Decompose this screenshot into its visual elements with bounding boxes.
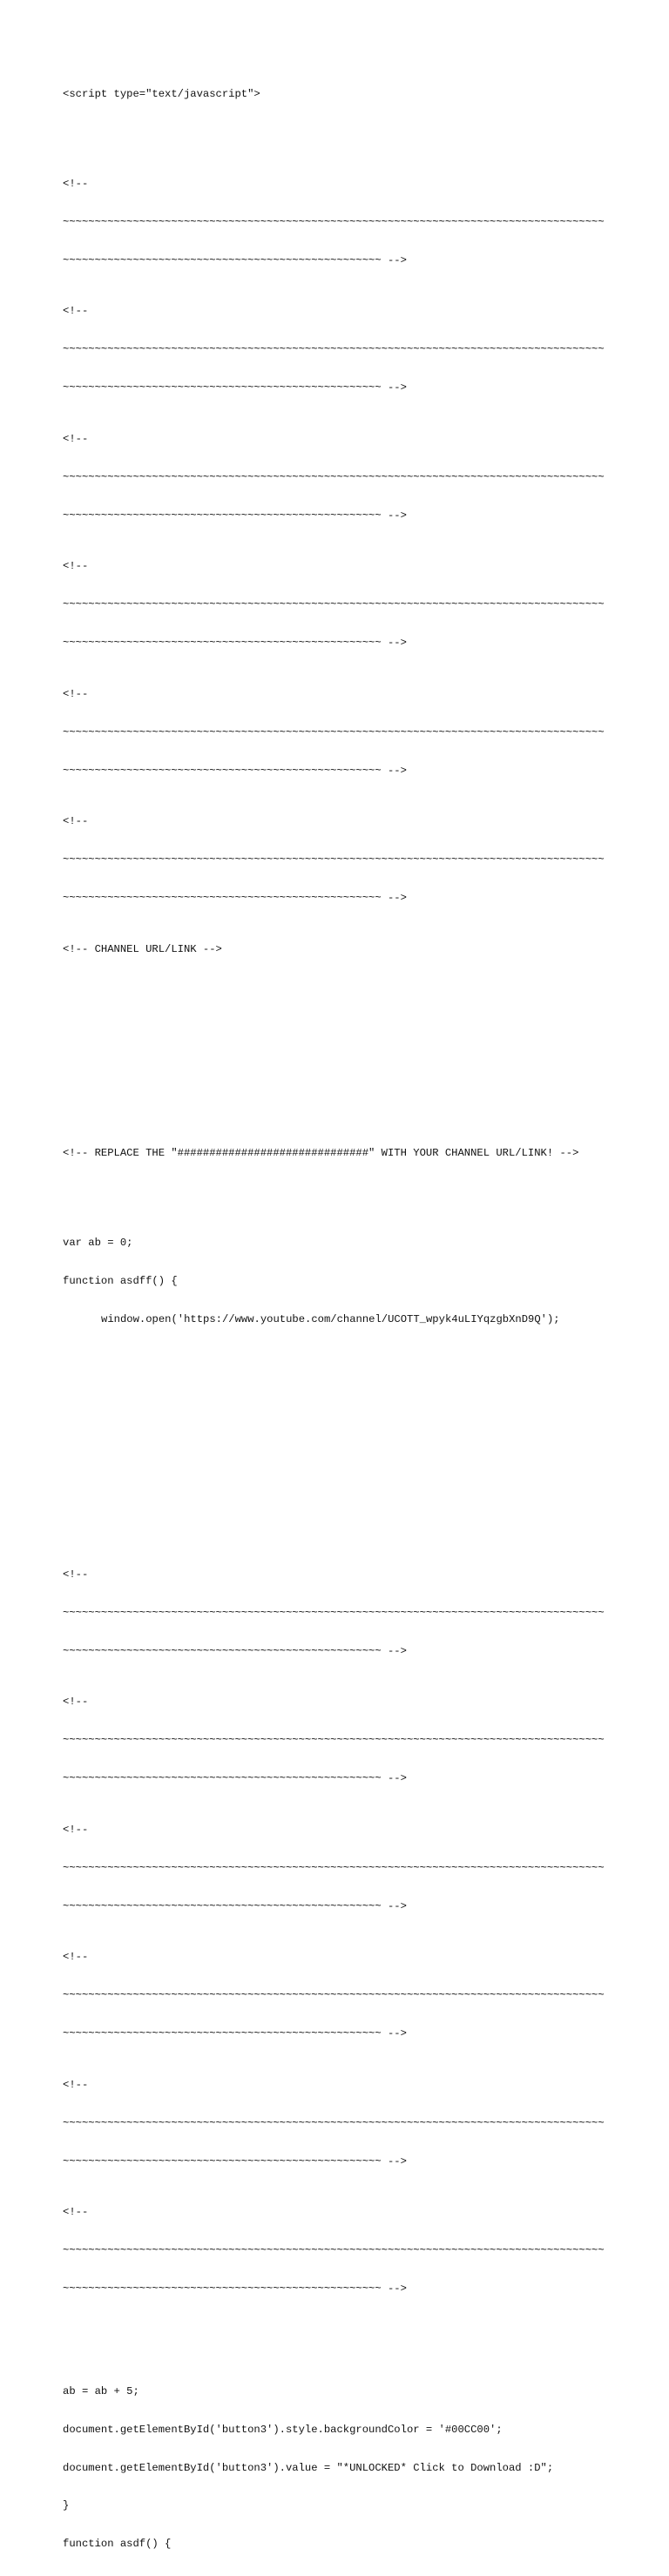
tilde-close-line: ~~~~~~~~~~~~~~~~~~~~~~~~~~~~~~~~~~~~~~~~~~~~~~~~~~ --> xyxy=(63,892,407,905)
comment-open-line: <!-- xyxy=(63,687,89,700)
tilde-close-line: ~~~~~~~~~~~~~~~~~~~~~~~~~~~~~~~~~~~~~~~~~~~~~~~~~~ --> xyxy=(63,637,407,650)
blank-line xyxy=(63,1517,638,1530)
replace-comment-line: <!-- REPLACE THE "##############################" WITH YOUR CHANNEL URL/LINK! --> xyxy=(63,1147,579,1160)
ab-increment-line: ab = ab + 5; xyxy=(63,2384,139,2397)
blank-line xyxy=(63,126,638,139)
tilde-line: ~~~~~~~~~~~~~~~~~~~~~~~~~~~~~~~~~~~~~~~~~~~~~~~~~~~~~~~~~~~~~~~~~~~~~~~~~~~~~~~~~~~~~ xyxy=(63,2116,605,2129)
background-color-line: document.getElementById('button3').style.backgroundColor = '#00CC00'; xyxy=(63,2423,503,2436)
comment-open-line: <!-- xyxy=(63,305,89,318)
tilde-line: ~~~~~~~~~~~~~~~~~~~~~~~~~~~~~~~~~~~~~~~~~~~~~~~~~~~~~~~~~~~~~~~~~~~~~~~~~~~~~~~~~~~~~ xyxy=(63,853,605,867)
comment-open-line: <!-- xyxy=(63,177,89,190)
blank-line xyxy=(63,1058,638,1071)
comment-open-line: <!-- xyxy=(63,1696,89,1709)
tilde-line: ~~~~~~~~~~~~~~~~~~~~~~~~~~~~~~~~~~~~~~~~~~~~~~~~~~~~~~~~~~~~~~~~~~~~~~~~~~~~~~~~~~~~~ xyxy=(63,1989,605,2002)
tilde-line: ~~~~~~~~~~~~~~~~~~~~~~~~~~~~~~~~~~~~~~~~~~~~~~~~~~~~~~~~~~~~~~~~~~~~~~~~~~~~~~~~~~~~~ xyxy=(63,1861,605,1874)
comment-open-line: <!-- xyxy=(63,560,89,573)
comment-open-line: <!-- xyxy=(63,1568,89,1581)
tilde-close-line: ~~~~~~~~~~~~~~~~~~~~~~~~~~~~~~~~~~~~~~~~~~~~~~~~~~ --> xyxy=(63,2155,407,2168)
tilde-close-line: ~~~~~~~~~~~~~~~~~~~~~~~~~~~~~~~~~~~~~~~~~~~~~~~~~~ --> xyxy=(63,509,407,522)
tilde-close-line: ~~~~~~~~~~~~~~~~~~~~~~~~~~~~~~~~~~~~~~~~~~~~~~~~~~ --> xyxy=(63,2283,407,2296)
button-value-line: document.getElementById('button3').value = "*UNLOCKED* Click to Download :D"; xyxy=(63,2461,554,2474)
blank-line xyxy=(63,1440,638,1453)
tilde-close-line: ~~~~~~~~~~~~~~~~~~~~~~~~~~~~~~~~~~~~~~~~~~~~~~~~~~ --> xyxy=(63,764,407,777)
blank-line xyxy=(63,2334,638,2347)
window-open-line: window.open('https://www.youtube.com/channel/UCOTT_wpyk4uLIYqzgbXnD9Q'); xyxy=(101,1312,560,1325)
code-block xyxy=(63,63,638,2576)
blank-line xyxy=(63,1096,638,1109)
tilde-close-line: ~~~~~~~~~~~~~~~~~~~~~~~~~~~~~~~~~~~~~~~~~~~~~~~~~~ --> xyxy=(63,1899,407,1912)
function-asdf-line: function asdf() { xyxy=(63,2538,172,2551)
tilde-line: ~~~~~~~~~~~~~~~~~~~~~~~~~~~~~~~~~~~~~~~~~~~~~~~~~~~~~~~~~~~~~~~~~~~~~~~~~~~~~~~~~~~~~ xyxy=(63,343,605,356)
blank-line xyxy=(63,1479,638,1492)
tilde-line: ~~~~~~~~~~~~~~~~~~~~~~~~~~~~~~~~~~~~~~~~~~~~~~~~~~~~~~~~~~~~~~~~~~~~~~~~~~~~~~~~~~~~~ xyxy=(63,1606,605,1619)
blank-line xyxy=(63,1020,638,1033)
comment-open-line: <!-- xyxy=(63,1951,89,1964)
function-asdff-line: function asdff() { xyxy=(63,1274,178,1287)
tilde-line: ~~~~~~~~~~~~~~~~~~~~~~~~~~~~~~~~~~~~~~~~~~~~~~~~~~~~~~~~~~~~~~~~~~~~~~~~~~~~~~~~~~~~~ xyxy=(63,598,605,611)
tilde-close-line: ~~~~~~~~~~~~~~~~~~~~~~~~~~~~~~~~~~~~~~~~~~~~~~~~~~ --> xyxy=(63,2027,407,2040)
comment-open-line: <!-- xyxy=(63,432,89,445)
var-declaration-line: var ab = 0; xyxy=(63,1236,133,1249)
tilde-line: ~~~~~~~~~~~~~~~~~~~~~~~~~~~~~~~~~~~~~~~~~~~~~~~~~~~~~~~~~~~~~~~~~~~~~~~~~~~~~~~~~~~~~ xyxy=(63,725,605,738)
comment-open-line: <!-- xyxy=(63,815,89,828)
tilde-line: ~~~~~~~~~~~~~~~~~~~~~~~~~~~~~~~~~~~~~~~~~~~~~~~~~~~~~~~~~~~~~~~~~~~~~~~~~~~~~~~~~~~~~ xyxy=(63,215,605,228)
blank-line xyxy=(63,981,638,995)
tilde-close-line: ~~~~~~~~~~~~~~~~~~~~~~~~~~~~~~~~~~~~~~~~~~~~~~~~~~ --> xyxy=(63,253,407,266)
blank-line xyxy=(63,1364,638,1377)
tilde-close-line: ~~~~~~~~~~~~~~~~~~~~~~~~~~~~~~~~~~~~~~~~~~~~~~~~~~ --> xyxy=(63,1644,407,1657)
tilde-line: ~~~~~~~~~~~~~~~~~~~~~~~~~~~~~~~~~~~~~~~~~~~~~~~~~~~~~~~~~~~~~~~~~~~~~~~~~~~~~~~~~~~~~ xyxy=(63,2244,605,2257)
channel-comment-line: <!-- CHANNEL URL/LINK --> xyxy=(63,942,222,955)
comment-open-line: <!-- xyxy=(63,2206,89,2219)
tilde-close-line: ~~~~~~~~~~~~~~~~~~~~~~~~~~~~~~~~~~~~~~~~~~~~~~~~~~ --> xyxy=(63,1772,407,1785)
tilde-close-line: ~~~~~~~~~~~~~~~~~~~~~~~~~~~~~~~~~~~~~~~~~~~~~~~~~~ --> xyxy=(63,381,407,394)
script-open-line: <script type="text/javascript"> xyxy=(63,88,260,101)
blank-line xyxy=(63,1402,638,1415)
blank-line xyxy=(63,1185,638,1198)
close-brace-line: } xyxy=(63,2499,70,2512)
tilde-line: ~~~~~~~~~~~~~~~~~~~~~~~~~~~~~~~~~~~~~~~~~~~~~~~~~~~~~~~~~~~~~~~~~~~~~~~~~~~~~~~~~~~~~ xyxy=(63,470,605,483)
tilde-line: ~~~~~~~~~~~~~~~~~~~~~~~~~~~~~~~~~~~~~~~~~~~~~~~~~~~~~~~~~~~~~~~~~~~~~~~~~~~~~~~~~~~~~ xyxy=(63,1734,605,1747)
comment-open-line: <!-- xyxy=(63,2078,89,2091)
comment-open-line: <!-- xyxy=(63,1823,89,1836)
